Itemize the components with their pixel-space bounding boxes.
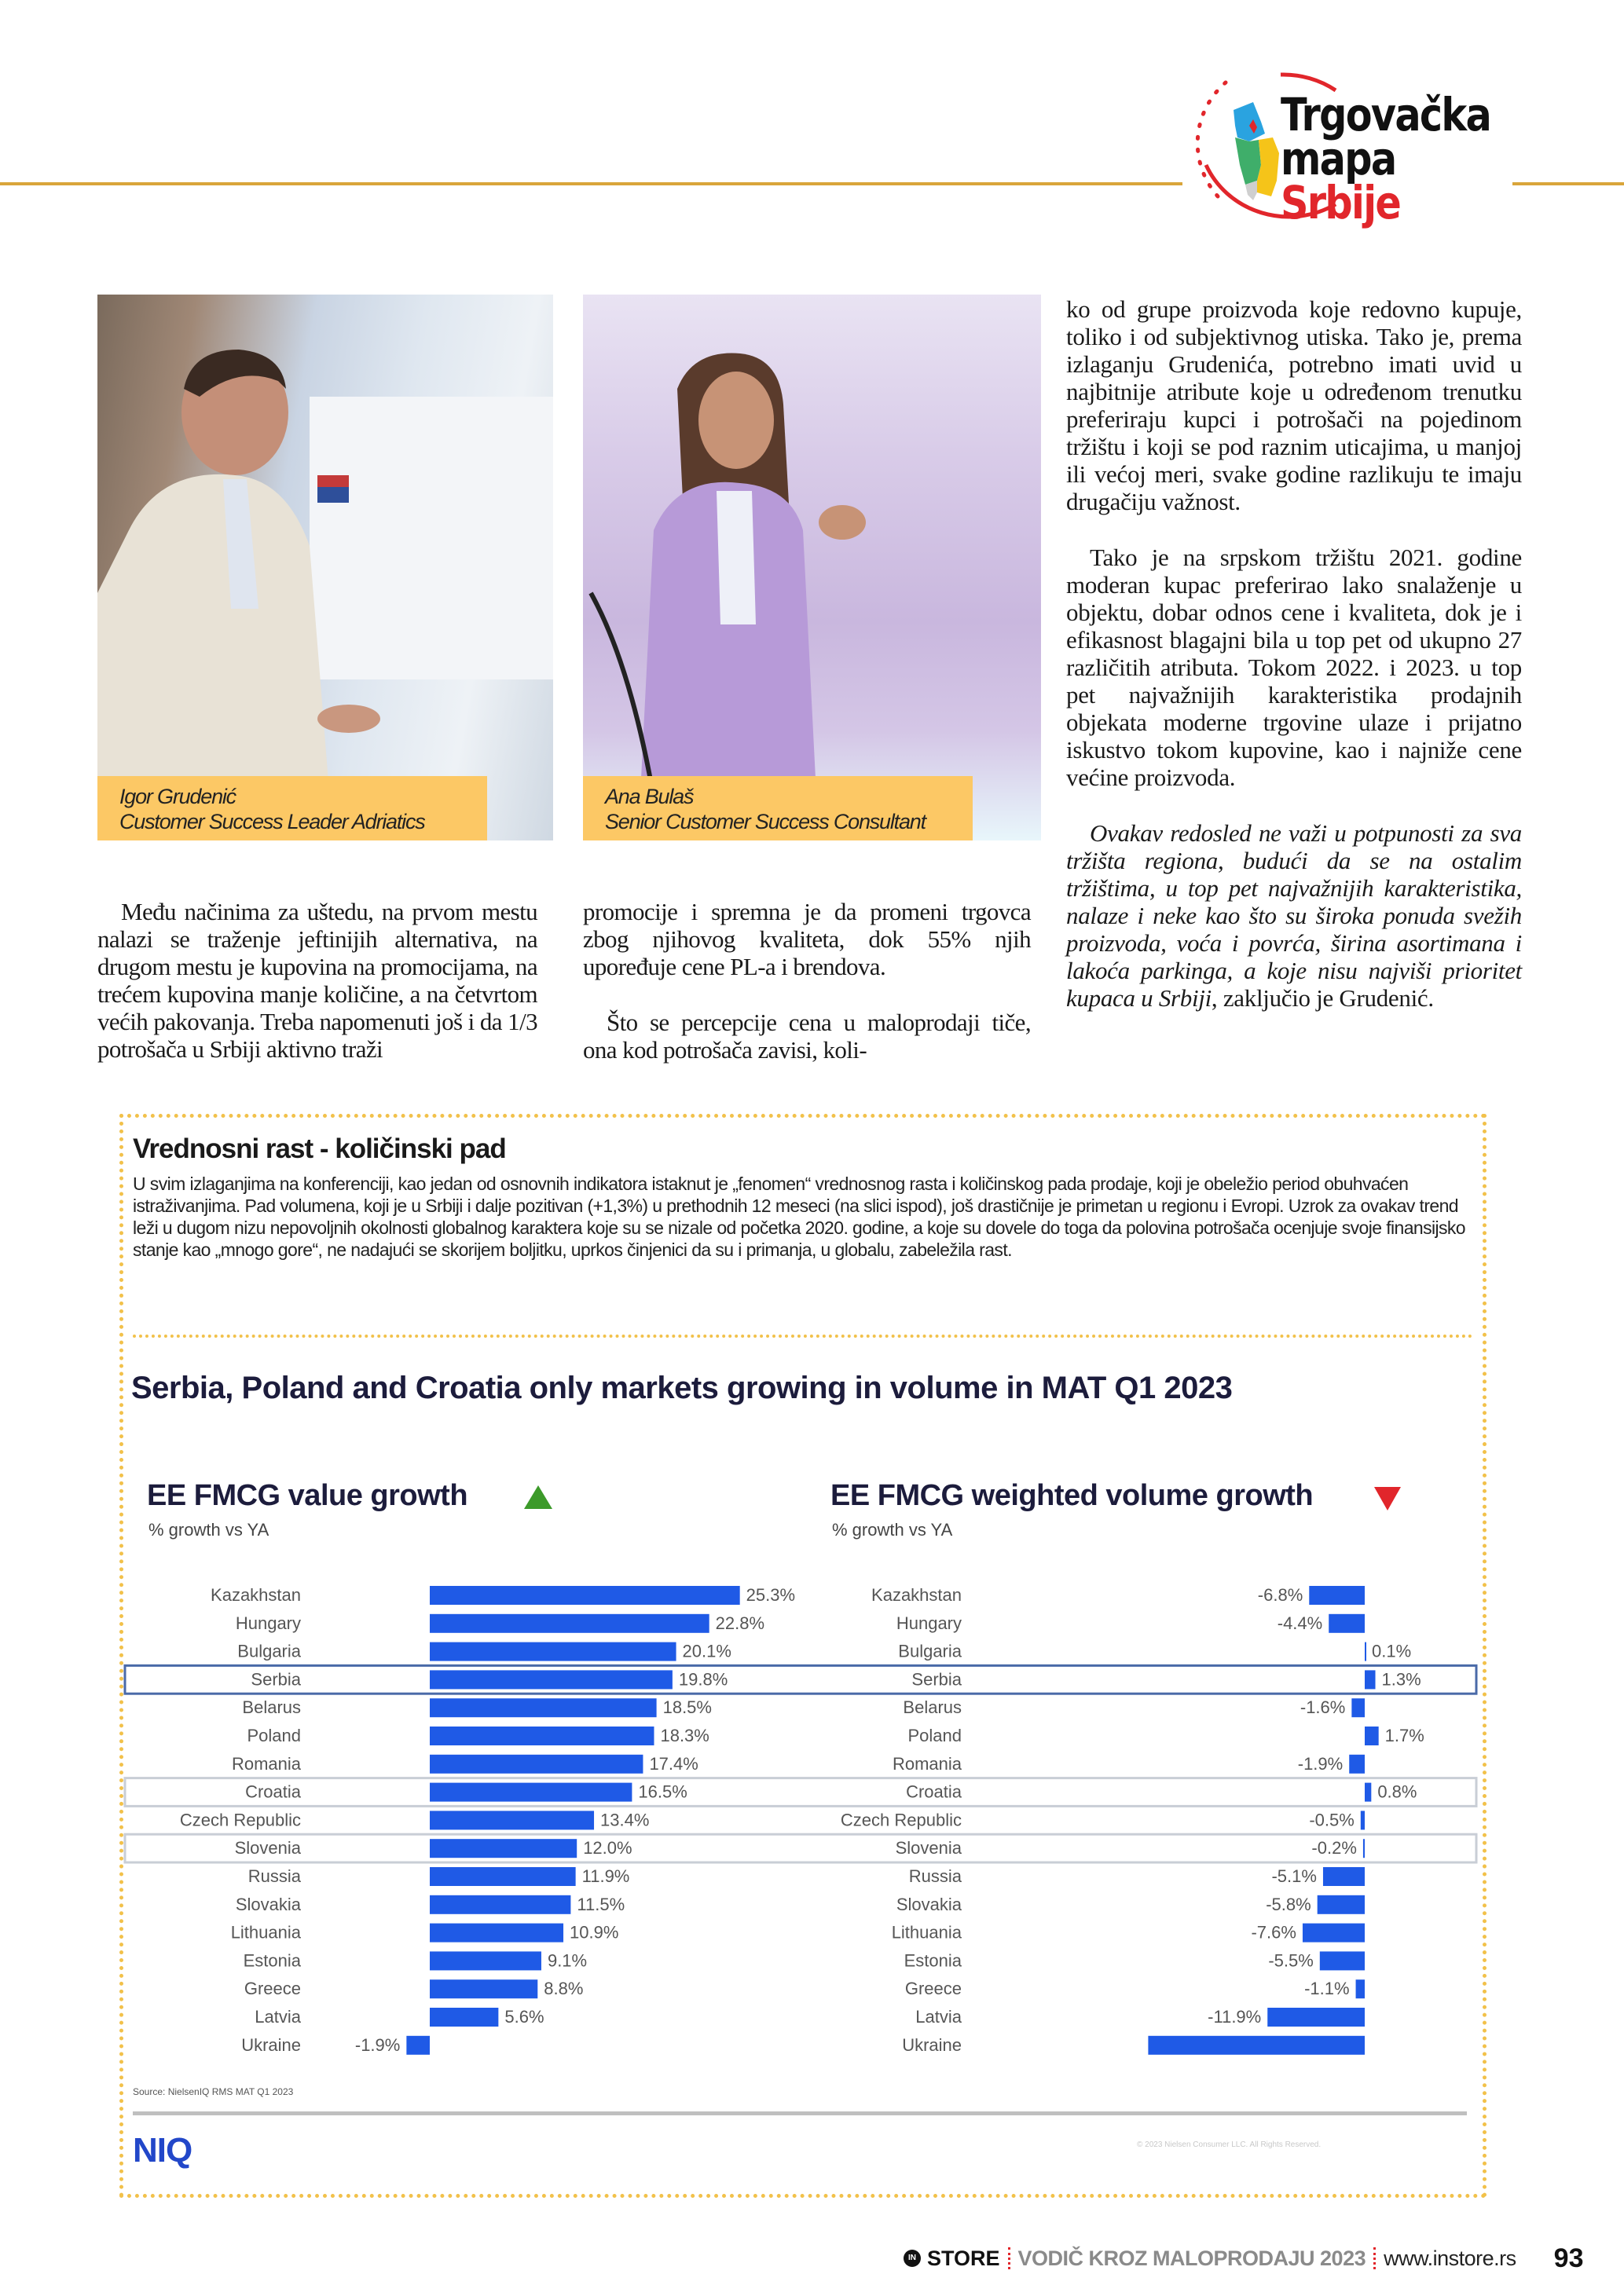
bar — [430, 1951, 541, 1970]
caption-title: Customer Success Leader Adriatics — [119, 810, 425, 833]
bar — [430, 2008, 498, 2027]
bar — [430, 1727, 654, 1745]
category-label: Belarus — [903, 1697, 962, 1718]
paragraph: Među načinima za uštedu, na prvom mestu nalazi se traženje jeftinijih alternativa, na drugom mestu je kupovina na promocijama, na trećem kupovina manje količine, a na četvrtom većih pakovanja. Treba napomenuti još i da 1/3 potrošača u Srbiji aktivno traži — [97, 898, 537, 1063]
quote-attribution: , zaključio je Grudenić. — [1211, 984, 1434, 1012]
bar — [430, 1979, 537, 1998]
box-intro: U svim izlaganjima na konferenciji, kao jedan od osnovnih indikatora istaknut je „fenomen“ vrednosnog rasta i količinskog pada prodaje, koji je obeležio period obuhvaćen istraživanjima. Pad volumena, koji je u Srbiji i dalje pozitivan (+1,3%) u prethodnih 12 meseci (na slici ispod), još drastičnije je primetan u regionu i Evropi. Uzrok za ovakav trend leži u dugom nizu nepovoljnih okolnosti globalnog karaktera koje su se nizale od početka 2020. godine, a koje su dovele do toga da polovina potrošača ocenjuje svoje finansijsko stanje kao „mnogo gore“, ne nadajući se skorijem boljitku, uprkos činjenici da su i primanja, u globalu, zabeležila rast. — [133, 1174, 1465, 1260]
value-label: -5.8% — [1266, 1894, 1311, 1914]
category-label: Czech Republic — [840, 1810, 962, 1830]
bar — [1356, 1979, 1365, 1998]
bar — [430, 1895, 570, 1914]
bar — [430, 1783, 632, 1802]
category-label: Czech Republic — [179, 1810, 301, 1830]
bar — [1320, 1951, 1365, 1970]
paragraph: Što se percepcije cena u maloprodaji tiče, ona kod potrošača zavisi, koli- — [583, 1009, 1031, 1064]
value-growth-subtitle: EE FMCG value growth — [147, 1479, 468, 1512]
photo-igor-grudenic — [97, 295, 553, 840]
bar — [1365, 1727, 1379, 1745]
value-label: -6.8% — [1257, 1585, 1303, 1605]
category-label: Poland — [907, 1726, 962, 1745]
category-label: Estonia — [243, 1950, 301, 1971]
value-label: -1.9% — [1297, 1753, 1344, 1774]
category-label: Ukraine — [902, 2034, 962, 2055]
bar — [430, 1698, 657, 1717]
category-label: Estonia — [904, 1950, 962, 1971]
caption-name: Ana Bulaš — [605, 785, 694, 808]
value-label: 5.6% — [504, 2007, 544, 2027]
publication-title: VODIČ KROZ MALOPRODAJU 2023 — [1017, 2246, 1366, 2270]
category-label: Belarus — [242, 1697, 301, 1718]
bar — [1303, 1924, 1365, 1943]
value-label: 11.9% — [581, 1866, 630, 1886]
value-label: -11.9% — [1208, 2007, 1262, 2027]
paragraph-quote — [1066, 819, 1522, 1012]
value-label: 19.8% — [678, 1669, 728, 1690]
value-label: -5.1% — [1271, 1866, 1317, 1886]
article-column-3 — [1066, 295, 1522, 1012]
paragraph: Tako je na srpskom tržištu 2021. godine moderan kupac preferirao lako snalaženje u objektu, dobar odnos cene i kvaliteta, dok je i efikasnost blagajni bila u top pet od ukupno 27 različitih atributa. Tokom 2022. i 2023. u top pet najvažnijih karakteristika prodajnih objekata moderne trgovine ulaze i prijatno iskustvo tokom kupovine, kao i najniže cene većine proizvoda. — [1066, 544, 1522, 791]
bar — [1329, 1614, 1365, 1633]
category-label: Hungary — [896, 1613, 962, 1633]
bar — [430, 1614, 709, 1633]
highlight-row-slovenia — [125, 1834, 1476, 1862]
highlight-row-croatia — [125, 1778, 1476, 1807]
bar — [430, 1867, 576, 1886]
category-label: Greece — [244, 1979, 301, 1999]
category-label: Latvia — [915, 2007, 962, 2027]
category-label: Romania — [231, 1753, 301, 1774]
bar — [430, 1839, 577, 1858]
value-label: 1.7% — [1384, 1726, 1424, 1745]
category-label: Slovakia — [896, 1894, 962, 1914]
value-label: -0.5% — [1309, 1810, 1355, 1830]
value-label: 18.5% — [662, 1697, 712, 1718]
category-label: Hungary — [235, 1613, 301, 1633]
category-label: Slovenia — [234, 1838, 301, 1858]
value-label: 17.4% — [649, 1753, 698, 1774]
bar — [1365, 1783, 1371, 1802]
category-label: Kazakhstan — [871, 1585, 962, 1605]
logo-word-srbije: Srbije — [1281, 176, 1401, 229]
chart-divider — [133, 2111, 1467, 2115]
value-label: 10.9% — [570, 1922, 619, 1943]
value-label: 18.3% — [660, 1726, 709, 1745]
value-label: -4.4% — [1277, 1613, 1323, 1633]
category-label: Lithuania — [891, 1922, 962, 1943]
value-label: 22.8% — [715, 1613, 765, 1633]
value-label: 12.0% — [583, 1838, 632, 1858]
niq-logo: NIQ — [133, 2131, 192, 2170]
bar — [406, 2036, 430, 2055]
bar — [1365, 1642, 1366, 1661]
category-label: Serbia — [251, 1669, 301, 1690]
category-label: Bulgaria — [898, 1641, 962, 1661]
value-label: 11.5% — [577, 1894, 625, 1914]
value-label: -1.1% — [1304, 1979, 1350, 1999]
category-label: Romania — [892, 1753, 962, 1774]
value-label: 0.1% — [1372, 1641, 1412, 1661]
category-label: Russia — [908, 1866, 962, 1886]
logo-line2 — [1281, 132, 1494, 229]
logo-line1: Trgovačka — [1281, 88, 1491, 141]
highlight-row-serbia — [125, 1665, 1476, 1694]
footer-divider — [1373, 2247, 1376, 2269]
value-label: 8.8% — [544, 1979, 584, 1999]
bar — [1318, 1895, 1365, 1914]
bar — [1148, 2036, 1365, 2055]
category-label: Bulgaria — [237, 1641, 301, 1661]
category-label: Poland — [247, 1726, 301, 1745]
value-label: 9.1% — [547, 1950, 588, 1971]
bar — [430, 1811, 594, 1829]
bar — [430, 1670, 673, 1689]
page-footer — [904, 2243, 1583, 2274]
category-label: Greece — [904, 1979, 962, 1999]
chart-title: Serbia, Poland and Croatia only markets growing in volume in MAT Q1 2023 — [131, 1371, 1233, 1405]
value-label: -5.5% — [1268, 1950, 1314, 1971]
logo-word-mapa: mapa — [1281, 132, 1396, 185]
category-label: Slovakia — [235, 1894, 301, 1914]
bar — [1309, 1586, 1365, 1605]
growth-chart — [123, 1346, 1483, 2194]
chart-copyright: © 2023 Nielsen Consumer LLC. All Rights Reserved. — [1137, 2140, 1322, 2149]
box-heading: Vrednosni rast - količinski pad — [133, 1133, 506, 1164]
speaker-figure-icon — [97, 295, 553, 840]
bar — [1267, 2008, 1365, 2027]
value-label: -1.6% — [1300, 1697, 1346, 1718]
value-label: -7.6% — [1251, 1922, 1296, 1943]
in-circle-icon: IN — [904, 2250, 921, 2267]
category-label: Latvia — [255, 2007, 301, 2027]
bar — [430, 1755, 643, 1774]
paragraph: ko od grupe proizvoda koje redovno kupuje, toliko i od subjektivnog utiska. Tako je, prema izlaganju Grudenića, potrebno imati uvid u najbitnije atribute koje u određenom trenutku preferiraju kupci i potrošači na pojedinom tržištu i koji se pod raznim uticajima, u manjoj ili većoj meri, svake godine razlikuju te imaju drugačiju važnost. — [1066, 295, 1522, 515]
category-label: Serbia — [911, 1669, 962, 1690]
category-label: Kazakhstan — [211, 1585, 301, 1605]
caption-title: Senior Customer Success Consultant — [605, 810, 926, 833]
value-label: -0.2% — [1311, 1838, 1357, 1858]
value-label: 20.1% — [682, 1641, 731, 1661]
bar — [1349, 1755, 1365, 1774]
category-label: Lithuania — [230, 1922, 301, 1943]
article-column-1 — [97, 898, 537, 1063]
volume-growth-subtitle: EE FMCG weighted volume growth — [830, 1479, 1314, 1512]
value-label: 1.3% — [1381, 1669, 1421, 1690]
article-column-2 — [583, 898, 1031, 1064]
trgovacka-mapa-logo — [1171, 55, 1532, 229]
brand-name: STORE — [927, 2246, 1000, 2270]
bar — [430, 1924, 563, 1943]
instore-brand — [904, 2247, 1000, 2271]
value-label: 13.4% — [600, 1810, 650, 1830]
category-label: Croatia — [906, 1782, 962, 1802]
bar — [1363, 1839, 1365, 1858]
value-label: 16.5% — [638, 1782, 687, 1802]
bar — [430, 1642, 676, 1661]
category-label: Slovenia — [895, 1838, 962, 1858]
info-box — [119, 1114, 1487, 2198]
quote-italic: Ovakav redosled ne važi u potpunosti za sva tržišta regiona, budući da se na ostalim tržištima, u top pet najvažnijih karakteristika, nalaze i neke kao što su široka ponuda svežih proizvoda, voća i povrća, širina asortimana i lakoća parkinga, a koje nisu najviši prioritet kupaca u Srbiji — [1066, 819, 1522, 1012]
volume-growth-unit: % growth vs YA — [832, 1520, 953, 1540]
website-link[interactable]: www.instore.rs — [1384, 2246, 1516, 2270]
bar — [430, 1586, 740, 1605]
bar — [1323, 1867, 1365, 1886]
chart-source: Source: NielsenIQ RMS MAT Q1 2023 — [133, 2086, 294, 2097]
footer-divider — [1008, 2247, 1010, 2269]
value-growth-unit: % growth vs YA — [148, 1520, 269, 1540]
bar — [1361, 1811, 1365, 1829]
category-label: Croatia — [245, 1782, 301, 1802]
value-label: -1.9% — [354, 2034, 401, 2055]
photo-caption-1 — [97, 776, 487, 840]
paragraph: promocije i spremna je da promeni trgovca zbog njihovog kvaliteta, dok 55% njih upoređuje cene PL-a i brendova. — [583, 898, 1031, 980]
caption-name: Igor Grudenić — [119, 785, 236, 808]
speaker-figure-icon — [583, 295, 1041, 840]
box-separator — [133, 1335, 1473, 1338]
category-label: Ukraine — [241, 2034, 301, 2055]
page-number: 93 — [1553, 2243, 1584, 2273]
value-label: 0.8% — [1377, 1782, 1417, 1802]
value-label: 25.3% — [746, 1585, 796, 1605]
header-rule-left — [0, 182, 1182, 185]
bar — [1351, 1698, 1365, 1717]
bar-chart-svg — [123, 1346, 1483, 2100]
photo-ana-bulas — [583, 295, 1041, 840]
category-label: Russia — [247, 1866, 301, 1886]
bar — [1365, 1670, 1376, 1689]
photo-caption-2 — [583, 776, 973, 840]
